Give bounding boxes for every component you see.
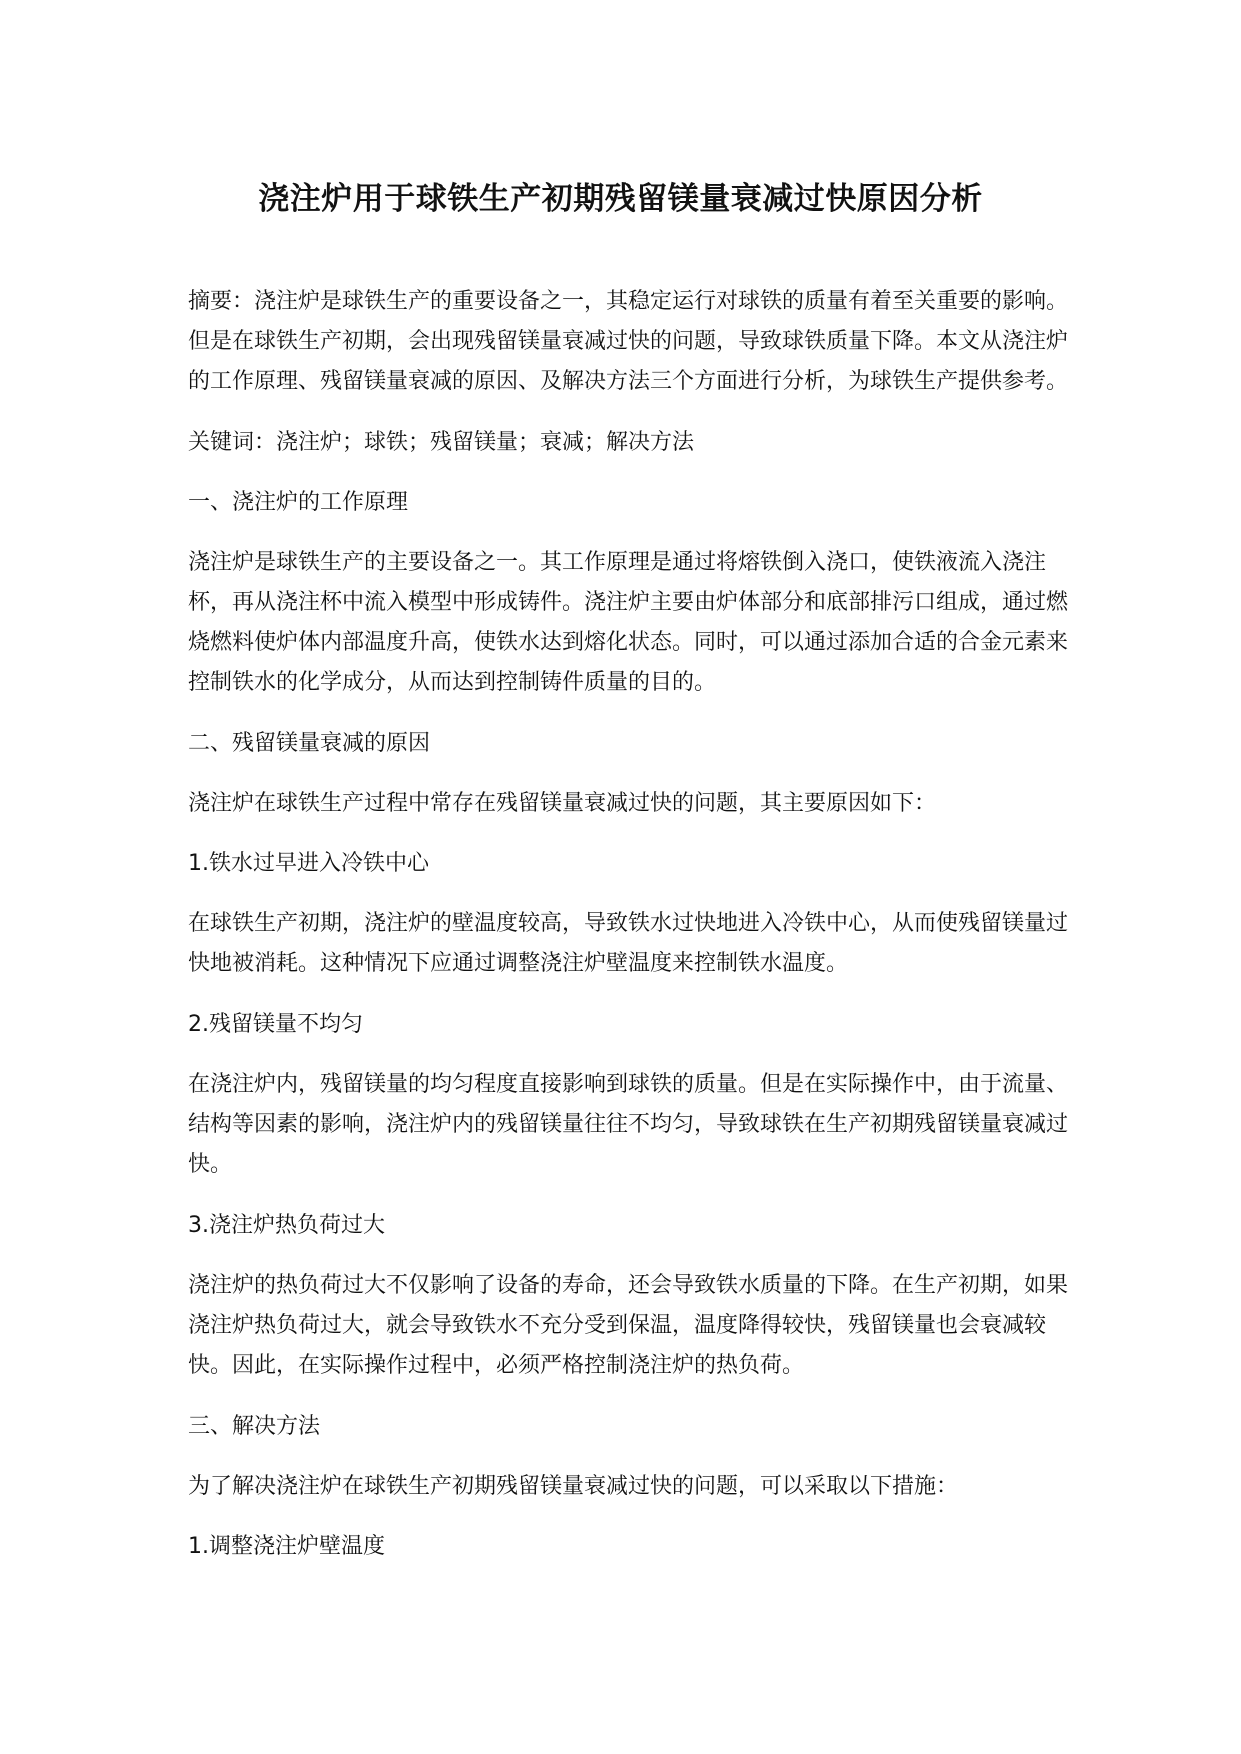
subsection-heading: 1.铁水过早进入冷铁中心 (188, 851, 429, 876)
section-heading-3: 三、解决方法 (188, 1414, 321, 1439)
page-title: 浇注炉用于球铁生产初期残留镁量衰减过快原因分析 (258, 181, 983, 217)
body-paragraph: 浇注炉在球铁生产过程中常存在残留镁量衰减过快的问题，其主要原因如下： (188, 791, 937, 816)
body-paragraph: 在球铁生产初期，浇注炉的壁温度较高，导致铁水过快地进入冷铁中心，从而使残留镁量过快地被消耗。这种情况下应通过调整浇注炉壁温度来控制铁水温度。 (188, 911, 1069, 976)
keywords-line: 关键词：浇注炉；球铁；残留镁量；衰减；解决方法 (188, 430, 695, 455)
subsection-heading: 1.调整浇注炉壁温度 (188, 1534, 385, 1559)
body-paragraph: 浇注炉的热负荷过大不仅影响了设备的寿命，还会导致铁水质量的下降。在生产初期，如果浇注炉热负荷过大，就会导致铁水不充分受到保温，温度降得较快，残留镁量也会衰减较快。因此，在实际操作过程中，必须严格控制浇注炉的热负荷。 (188, 1273, 1069, 1378)
subsection-heading: 2.残留镁量不均匀 (188, 1012, 363, 1037)
body-paragraph: 为了解决浇注炉在球铁生产初期残留镁量衰减过快的问题，可以采取以下措施： (188, 1474, 959, 1499)
subsection-heading: 3.浇注炉热负荷过大 (188, 1213, 385, 1238)
body-paragraph: 在浇注炉内，残留镁量的均匀程度直接影响到球铁的质量。但是在实际操作中，由于流量、结构等因素的影响，浇注炉内的残留镁量往往不均匀，导致球铁在生产初期残留镁量衰减过快。 (188, 1072, 1069, 1177)
body-paragraph: 浇注炉是球铁生产的主要设备之一。其工作原理是通过将熔铁倒入浇口，使铁液流入浇注杯，再从浇注杯中流入模型中形成铸件。浇注炉主要由炉体部分和底部排污口组成，通过燃烧燃料使炉体内部温度升高，使铁水达到熔化状态。同时，可以通过添加合适的合金元素来控制铁水的化学成分，从而达到控制铸件质量的目的。 (188, 550, 1069, 695)
document-body (188, 282, 1088, 1587)
section-heading-2: 二、残留镁量衰减的原因 (188, 731, 431, 756)
abstract-paragraph: 摘要：浇注炉是球铁生产的重要设备之一，其稳定运行对球铁的质量有着至关重要的影响。但是在球铁生产初期，会出现残留镁量衰减过快的问题，导致球铁质量下降。本文从浇注炉的工作原理、残留镁量衰减的原因、及解决方法三个方面进行分析，为球铁生产提供参考。 (188, 289, 1069, 394)
section-heading-1: 一、浇注炉的工作原理 (188, 490, 409, 515)
